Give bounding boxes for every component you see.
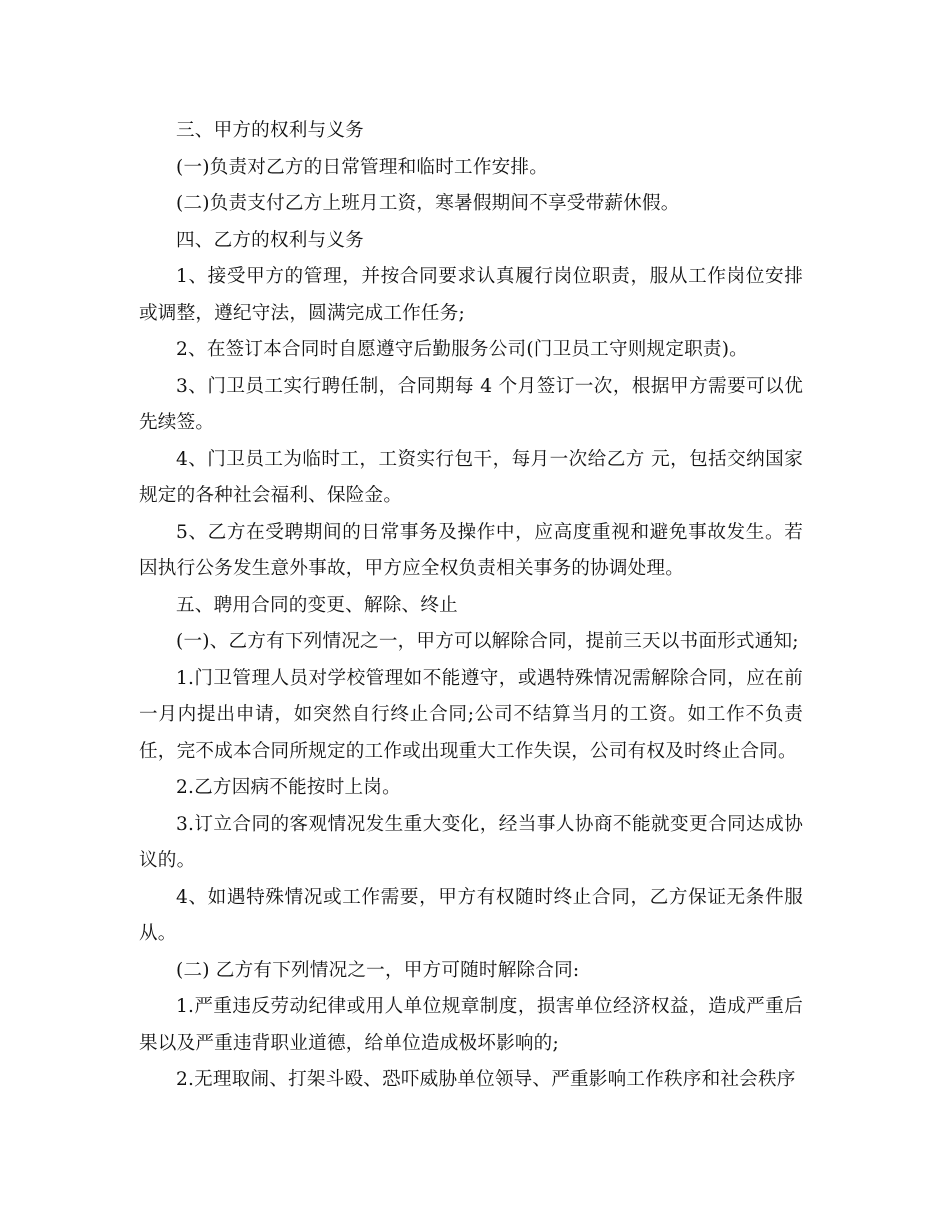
paragraph: 1.严重违反劳动纪律或用人单位规章制度，损害单位经济权益，造成严重后果以及严重违背职业道德，给单位造成极坏影响的; xyxy=(139,996,803,1054)
paragraph: (一)、乙方有下列情况之一，甲方可以解除合同，提前三天以书面形式通知; xyxy=(176,631,799,652)
paragraph: (一)负责对乙方的日常管理和临时工作安排。 xyxy=(176,156,548,178)
paragraph: 3、门卫员工实行聘任制，合同期每 4 个月签订一次，根据甲方需要可以优先续签。 xyxy=(139,375,803,433)
paragraph: (二) 乙方有下列情况之一，甲方可随时解除合同: xyxy=(176,959,580,981)
paragraph: 1、接受甲方的管理，并按合同要求认真履行岗位职责，服从工作岗位安排或调整，遵纪守法，圆满完成工作任务; xyxy=(139,266,803,324)
paragraph: 2.乙方因病不能按时上岗。 xyxy=(176,777,401,798)
section-heading-4: 四、乙方的权利与义务 xyxy=(176,229,364,251)
section-heading-3: 三、甲方的权利与义务 xyxy=(176,120,364,141)
paragraph: 2、在签订本合同时自愿遵守后勤服务公司(门卫员工守则规定职责)。 xyxy=(176,339,748,360)
paragraph: 2.无理取闹、打架斗殴、恐吓威胁单位领导、严重影响工作秩序和社会秩序 xyxy=(176,1069,796,1090)
paragraph: 5、乙方在受聘期间的日常事务及操作中，应高度重视和避免事故发生。若因执行公务发生意外事故，甲方应全权负责相关事务的协调处理。 xyxy=(139,521,803,579)
paragraph: (二)负责支付乙方上班月工资，寒暑假期间不享受带薪休假。 xyxy=(176,193,680,214)
paragraph: 4、如遇特殊情况或工作需要，甲方有权随时终止合同，乙方保证无条件服从。 xyxy=(139,886,803,944)
paragraph: 4、门卫员工为临时工，工资实行包干，每月一次给乙方 元，包括交纳国家规定的各种社会福利、保险金。 xyxy=(139,448,803,506)
document-body xyxy=(139,113,803,1099)
paragraph: 1.门卫管理人员对学校管理如不能遵守，或遇特殊情况需解除合同，应在前一月内提出申请，如突然自行终止合同;公司不结算当月的工资。如工作不负责任，完不成本合同所规定的工作或出现重大工作失误，公司有权及时终止合同。 xyxy=(139,667,803,762)
section-heading-5: 五、聘用合同的变更、解除、终止 xyxy=(176,594,458,616)
paragraph: 3.订立合同的客观情况发生重大变化，经当事人协商不能就变更合同达成协议的。 xyxy=(139,813,803,871)
